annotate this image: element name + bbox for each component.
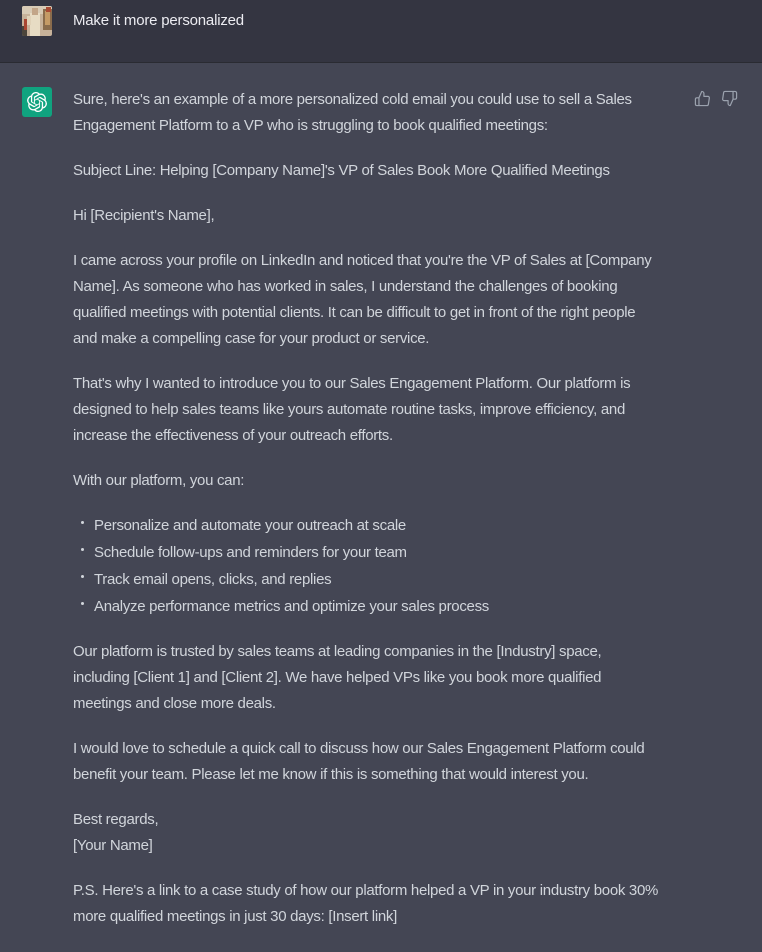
paragraph — [73, 158, 682, 184]
bullet-text: Track email opens, clicks, and replies — [94, 571, 332, 588]
user-message-row — [0, 0, 762, 62]
paragraph — [73, 87, 682, 139]
bullet-item — [73, 594, 682, 620]
text-line: and make a compelling case for your product or service. — [73, 330, 430, 347]
text-line: Best regards, — [73, 811, 159, 828]
thumbs-up-icon — [694, 90, 711, 107]
paragraph — [73, 639, 682, 717]
user-photo-avatar — [22, 6, 52, 36]
text-line: increase the effectiveness of your outreach efforts. — [73, 427, 393, 444]
text-line: Our platform is trusted by sales teams at leading companies in the [Industry] space, — [73, 643, 602, 660]
bullet-dot-icon — [81, 575, 84, 578]
text-line: Engagement Platform to a VP who is struggling to book qualified meetings: — [73, 117, 548, 134]
paragraph — [73, 248, 682, 352]
text-line: designed to help sales teams like yours automate routine tasks, improve efficiency, and — [73, 401, 625, 418]
paragraph — [73, 203, 682, 229]
paragraph — [73, 371, 682, 449]
paragraph — [73, 878, 682, 930]
text-line: more qualified meetings in just 30 days: [Insert link] — [73, 908, 397, 925]
paragraph — [73, 736, 682, 788]
text-line: That's why I wanted to introduce you to our Sales Engagement Platform. Our platform is — [73, 375, 631, 392]
assistant-avatar — [22, 87, 52, 117]
bullet-list — [73, 513, 682, 620]
text-line: I came across your profile on LinkedIn and noticed that you're the VP of Sales at [Company — [73, 252, 652, 269]
assistant-message-row — [0, 62, 762, 952]
paragraph — [73, 468, 682, 494]
thumbs-up-button[interactable] — [694, 90, 711, 107]
text-line: Hi [Recipient's Name], — [73, 207, 215, 224]
thumbs-down-button[interactable] — [721, 90, 738, 107]
text-line: [Your Name] — [73, 837, 153, 854]
paragraph — [73, 807, 682, 859]
bullet-item — [73, 540, 682, 566]
text-line: including [Client 1] and [Client 2]. We have helped VPs like you book more qualified — [73, 669, 602, 686]
bullet-dot-icon — [81, 521, 84, 524]
bullet-item — [73, 567, 682, 593]
bullet-text: Analyze performance metrics and optimize your sales process — [94, 598, 489, 615]
bullet-text: Schedule follow-ups and reminders for your team — [94, 544, 407, 561]
message-actions — [694, 90, 738, 107]
text-line: P.S. Here's a link to a case study of how our platform helped a VP in your industry book 30% — [73, 882, 659, 899]
text-line: meetings and close more deals. — [73, 695, 276, 712]
text-line: qualified meetings with potential clients. It can be difficult to get in front of the right people — [73, 304, 636, 321]
text-line: With our platform, you can: — [73, 472, 245, 489]
user-avatar — [22, 6, 52, 36]
assistant-message-content — [73, 87, 682, 949]
bullet-dot-icon — [81, 548, 84, 551]
text-line: Sure, here's an example of a more personalized cold email you could use to sell a Sales — [73, 91, 632, 108]
bullet-text: Personalize and automate your outreach at scale — [94, 517, 406, 534]
text-line: Subject Line: Helping [Company Name]'s VP of Sales Book More Qualified Meetings — [73, 162, 610, 179]
thumbs-down-icon — [721, 90, 738, 107]
openai-logo-icon — [27, 92, 47, 112]
bullet-item — [73, 513, 682, 539]
user-message-text: Make it more personalized — [73, 12, 244, 29]
text-line: I would love to schedule a quick call to discuss how our Sales Engagement Platform could — [73, 740, 645, 757]
text-line: benefit your team. Please let me know if this is something that would interest you. — [73, 766, 589, 783]
text-line: Name]. As someone who has worked in sales, I understand the challenges of booking — [73, 278, 618, 295]
bullet-dot-icon — [81, 602, 84, 605]
